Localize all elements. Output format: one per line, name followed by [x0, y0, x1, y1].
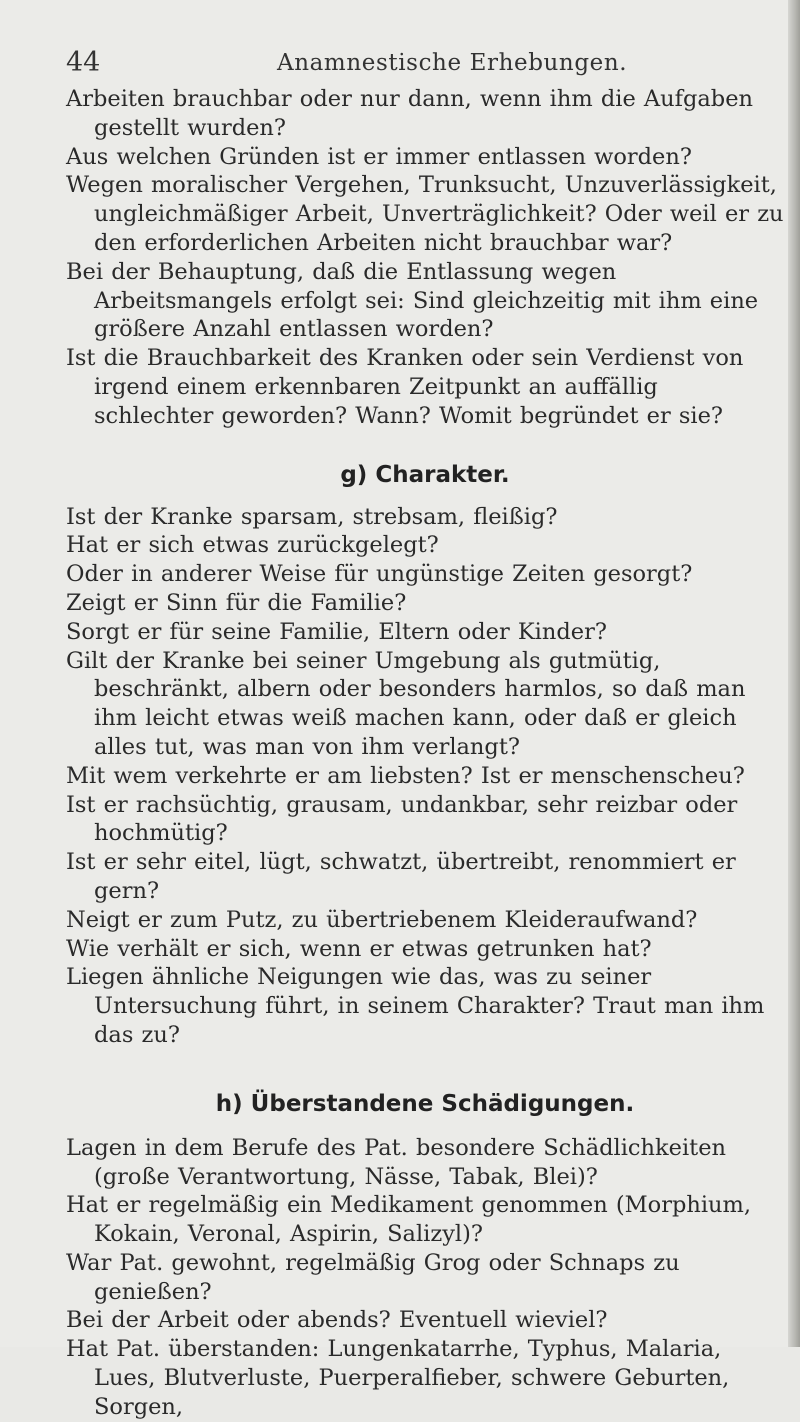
page-edge: [788, 0, 800, 1347]
question-paragraph: Hat Pat. überstanden: Lungenkatarrhe, Typhus, Malaria, Lues, Blutverluste, Puerperalfieber, schwere Geburten, Sorgen,: [66, 1336, 730, 1420]
section-heading-charakter: g) Charakter.: [340, 461, 510, 488]
question-paragraph: Wie verhält er sich, wenn er etwas getrunken hat?: [66, 935, 652, 962]
question-paragraph: Ist die Brauchbarkeit des Kranken oder sein Verdienst von irgend einem erkennbaren Zeitpunkt an auffällig schlechter geworden? Wann? Womit begründet er sie?: [66, 345, 744, 429]
question-paragraph: Arbeiten brauchbar oder nur dann, wenn ihm die Aufgaben gestellt wurden?: [66, 86, 754, 141]
question-paragraph: Wegen moralischer Vergehen, Trunksucht, Unzuverlässigkeit, ungleichmäßiger Arbeit, Unverträglichkeit? Oder weil er zu den erforderlichen Arbeiten nicht brauchbar war?: [66, 172, 784, 256]
question-paragraph: Oder in anderer Weise für ungünstige Zeiten gesorgt?: [66, 561, 693, 588]
running-head: Anamnestische Erhebungen.: [277, 50, 628, 76]
question-paragraph: Hat er regelmäßig ein Medikament genommen (Morphium, Kokain, Veronal, Aspirin, Salizyl)?: [66, 1192, 752, 1248]
question-paragraph: Bei der Arbeit oder abends? Eventuell wieviel?: [66, 1307, 608, 1334]
question-paragraph: Hat er sich etwas zurückgelegt?: [66, 532, 439, 559]
section-heading-schaedigungen: h) Überstandene Schädigungen.: [215, 1090, 635, 1117]
page-header: [0, 46, 800, 86]
question-paragraph: Sorgt er für seine Familie, Eltern oder Kinder?: [66, 618, 607, 645]
question-paragraph: Bei der Behauptung, daß die Entlassung wegen Arbeitsmangels erfolgt sei: Sind gleichzeitig mit ihm eine größere Anzahl entlassen worden?: [66, 258, 759, 343]
question-paragraph: Zeigt er Sinn für die Familie?: [66, 589, 407, 616]
question-paragraph: Mit wem verkehrte er am liebsten? Ist er menschenscheu?: [66, 762, 745, 789]
page-number: 44: [66, 47, 101, 78]
question-paragraph: Lagen in dem Berufe des Pat. besondere Schädlichkeiten (große Verantwortung, Nässe, Tabak, Blei)?: [66, 1134, 727, 1190]
question-paragraph: Ist der Kranke sparsam, strebsam, fleißig?: [66, 503, 558, 530]
question-paragraph: War Pat. gewohnt, regelmäßig Grog oder Schnaps zu genießen?: [66, 1249, 680, 1305]
question-paragraph: Liegen ähnliche Neigungen wie das, was zu seiner Untersuchung führt, in seinem Charakter? Traut man ihm das zu?: [66, 964, 765, 1048]
question-paragraph: Gilt der Kranke bei seiner Umgebung als gutmütig, beschränkt, albern oder besonders harmlos, so daß man ihm leicht etwas weiß machen kann, oder daß er gleich alles tut, was man von ihm verlangt?: [66, 647, 746, 760]
page-body: [66, 85, 784, 1422]
question-paragraph: Ist er sehr eitel, lügt, schwatzt, übertreibt, renommiert er gern?: [66, 849, 736, 904]
question-paragraph: Aus welchen Gründen ist er immer entlassen worden?: [66, 143, 692, 170]
question-paragraph: Ist er rachsüchtig, grausam, undankbar, sehr reizbar oder hochmütig?: [66, 791, 738, 847]
question-paragraph: Neigt er zum Putz, zu übertriebenem Kleideraufwand?: [66, 906, 698, 933]
